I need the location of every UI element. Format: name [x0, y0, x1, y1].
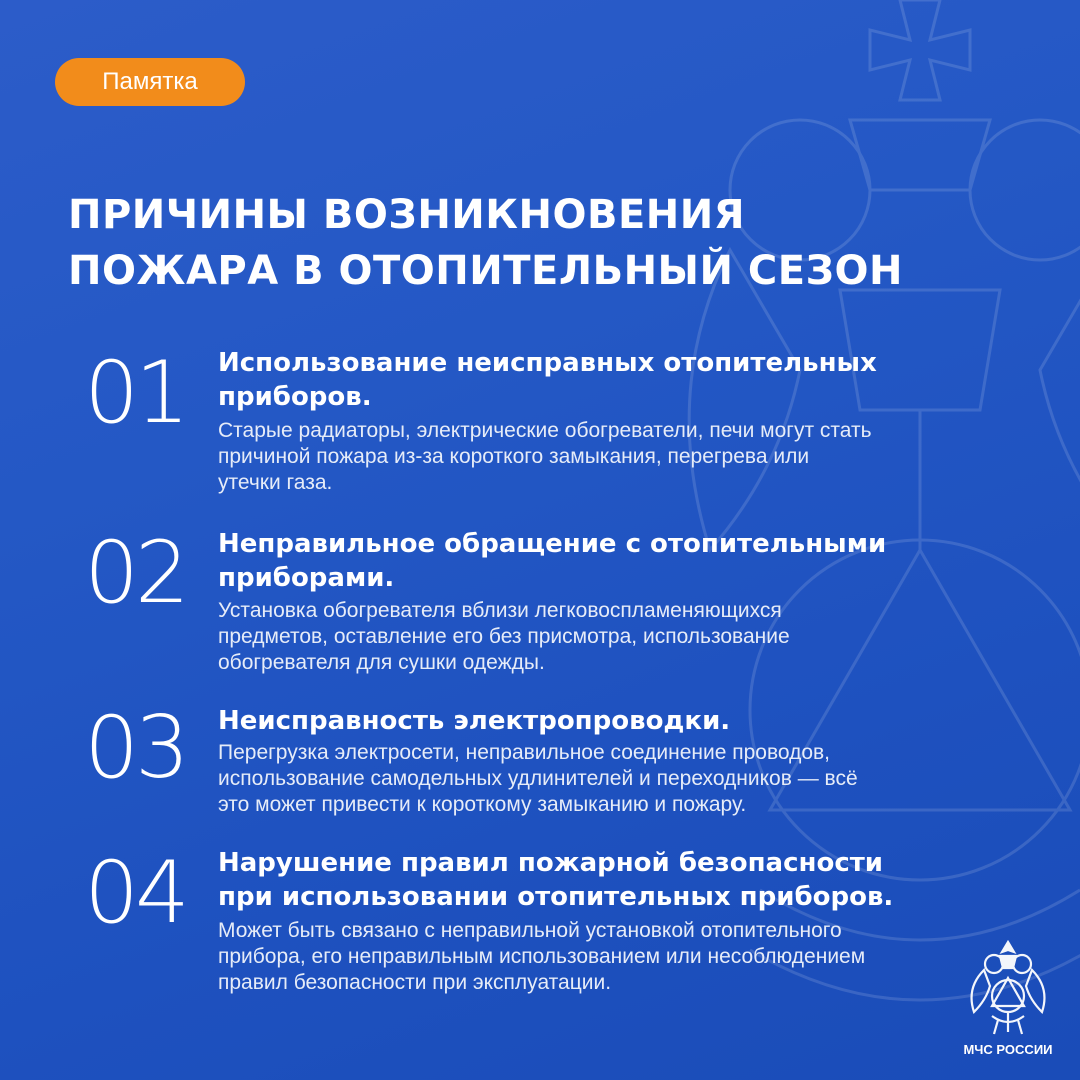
mchs-logo	[958, 938, 1058, 1058]
item-number: 01	[84, 343, 186, 443]
item-number: 03	[84, 698, 186, 798]
item-heading-line: Неправильное обращение с отопительными	[218, 529, 887, 559]
page-title-line-1: ПРИЧИНЫ ВОЗНИКНОВЕНИЯ	[68, 192, 746, 238]
item-description-line: причиной пожара из-за короткого замыкания, перегрева или	[218, 445, 810, 468]
item-number: 04	[84, 843, 186, 943]
item-description-line: Перегрузка электросети, неправильное соединение проводов,	[218, 741, 831, 764]
memo-badge: Памятка	[55, 58, 245, 106]
item-heading-line: Использование неисправных отопительных	[218, 348, 877, 378]
item-heading-line: Нарушение правил пожарной безопасности	[218, 848, 884, 878]
item-heading	[218, 346, 1018, 414]
item-heading-line: Неисправность электропроводки.	[218, 706, 731, 736]
item-description	[218, 418, 998, 496]
item-description-line: Старые радиаторы, электрические обогреватели, печи могут стать	[218, 419, 872, 442]
item-heading-line: при использовании отопительных приборов.	[218, 882, 894, 912]
item-heading-line: приборами.	[218, 563, 395, 593]
item-heading-line: приборов.	[218, 382, 372, 412]
item-description-line: Может быть связано с неправильной установкой отопительного	[218, 919, 842, 942]
item-description-line: использование самодельных удлинителей и переходников — всё	[218, 767, 858, 790]
mchs-logo-text: МЧС РОССИИ	[963, 1042, 1053, 1057]
item-description-line: Установка обогревателя вблизи легковоспламеняющихся	[218, 599, 782, 622]
item-description-line: обогревателя для сушки одежды.	[218, 651, 545, 674]
mchs-emblem-icon	[958, 938, 1058, 1038]
item-number: 02	[84, 523, 186, 623]
page-title	[68, 187, 1028, 299]
item-description-line: утечки газа.	[218, 471, 333, 494]
page-title-line-2: ПОЖАРА В ОТОПИТЕЛЬНЫЙ СЕЗОН	[68, 248, 903, 294]
item-description-line: правил безопасности при эксплуатации.	[218, 971, 612, 994]
item-description	[218, 598, 998, 676]
item-heading	[218, 527, 1018, 595]
item-description	[218, 918, 998, 996]
item-description-line: прибора, его неправильным использованием или несоблюдением	[218, 945, 866, 968]
item-description	[218, 740, 998, 818]
item-heading	[218, 846, 1018, 914]
item-description-line: предметов, оставление его без присмотра, использование	[218, 625, 790, 648]
item-description-line: это может привести к короткому замыканию и пожару.	[218, 793, 747, 816]
item-heading	[218, 704, 1018, 738]
